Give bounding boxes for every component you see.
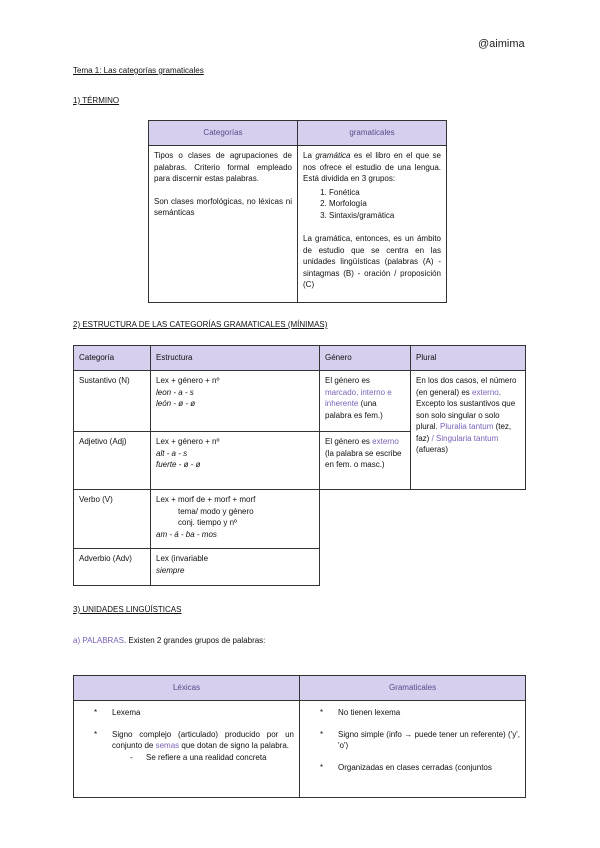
lex-item: Signo complejo (articulado) producido por un conjunto de semas que dotan de signo la palabra. <box>112 729 294 750</box>
struct-adverbio: Lex (invariable siempre <box>151 549 320 586</box>
cat-adverbio: Adverbio (Adv) <box>74 549 151 586</box>
gramaticales-cell: * No tienen lexema * Signo simple (info → puede tener un referente) ('y', 'o') * Organizadas en clases cerradas (conjuntos <box>300 701 526 798</box>
words-table <box>73 675 526 798</box>
term-right-p2: La gramática, entonces, es un ámbito de estudio que se centra en las unidades lingüísticas (palabras (A) - sintagmas (B) - oración / proposición (C) <box>303 234 441 289</box>
list-item: 2. Morfología <box>329 198 441 210</box>
term-right-p1: La gramática es el libro en el que se nos ofrece el estudio de una lengua. Está dividida en 3 grupos: <box>303 151 441 183</box>
subsection-a-label: a) PALABRAS <box>73 636 124 645</box>
struct-header-gen: Género <box>320 346 411 371</box>
term-left-cell <box>149 146 298 303</box>
section1-heading: 1) TÉRMINO <box>73 96 120 105</box>
gen-sustantivo: El género es marcado, interno e inherente (una palabra es fem.) <box>320 371 411 432</box>
gram-item: Signo simple (info → puede tener un referente) ('y', 'o') <box>338 729 520 750</box>
term-left-p2: Son clases morfológicas, no léxicas ni semánticas <box>154 196 292 217</box>
cat-verbo: Verbo (V) <box>74 490 151 549</box>
term-table <box>148 120 447 303</box>
doc-title: Tema 1: Las categorías gramaticales <box>73 66 204 75</box>
struct-header-cat: Categoría <box>74 346 151 371</box>
lexicas-cell: * Lexema * Signo complejo (articulado) producido por un conjunto de semas que dotan de signo la palabra. - Se refiere a una realidad concreta <box>74 701 300 798</box>
struct-sustantivo: Lex + género + nº leon - a - s león - ø - ø <box>151 371 320 432</box>
subsection-a: a) PALABRAS. Existen 2 grandes grupos de palabras: <box>73 636 266 645</box>
lex-item: Lexema <box>112 708 141 717</box>
header-handle: @aimima <box>478 38 525 50</box>
plural-cell: En los dos casos, el número (en general) es externo. Excepto los sustantivos que son solo singular o solo plural. Pluralia tantum (tez, faz) / Singularia tantum (afueras) <box>411 371 526 490</box>
gen-adjetivo: El género es externo (la palabra se escribe en fem. o masc.) <box>320 432 411 490</box>
section3-heading: 3) UNIDADES LINGÜÍSTICAS <box>73 605 182 614</box>
struct-header-plural: Plural <box>411 346 526 371</box>
term-right-cell <box>298 146 447 303</box>
gram-item: Organizadas en clases cerradas (conjuntos <box>338 762 492 772</box>
term-left-p1: Tipos o clases de agrupaciones de palabras. Criterio formal empleado para discernir estas palabras. <box>154 151 292 183</box>
cat-adjetivo: Adjetivo (Adj) <box>74 432 151 490</box>
list-item: 1. Fonética <box>329 187 441 199</box>
section2-heading: 2) ESTRUCTURA DE LAS CATEGORÍAS GRAMATICALES (MÍNIMAS) <box>73 320 328 329</box>
structure-table <box>73 345 526 586</box>
cat-sustantivo: Sustantivo (N) <box>74 371 151 432</box>
struct-header-struct: Estructura <box>151 346 320 371</box>
words-col1: Léxicas <box>74 676 300 701</box>
term-right-list <box>303 187 441 222</box>
lex-subitem: Se refiere a una realidad concreta <box>146 752 267 762</box>
words-col2: Gramaticales <box>300 676 526 701</box>
term-col2: gramaticales <box>298 121 447 146</box>
gram-item: No tienen lexema <box>338 708 401 717</box>
struct-verbo: Lex + morf de + morf + morf tema/ modo y género conj. tiempo y nº am - á - ba - mos <box>151 490 320 549</box>
term-col1: Categorías <box>149 121 298 146</box>
struct-adjetivo: Lex + género + nº alt - a - s fuerte - ø - ø <box>151 432 320 490</box>
list-item: 3. Sintaxis/gramática <box>329 210 441 222</box>
